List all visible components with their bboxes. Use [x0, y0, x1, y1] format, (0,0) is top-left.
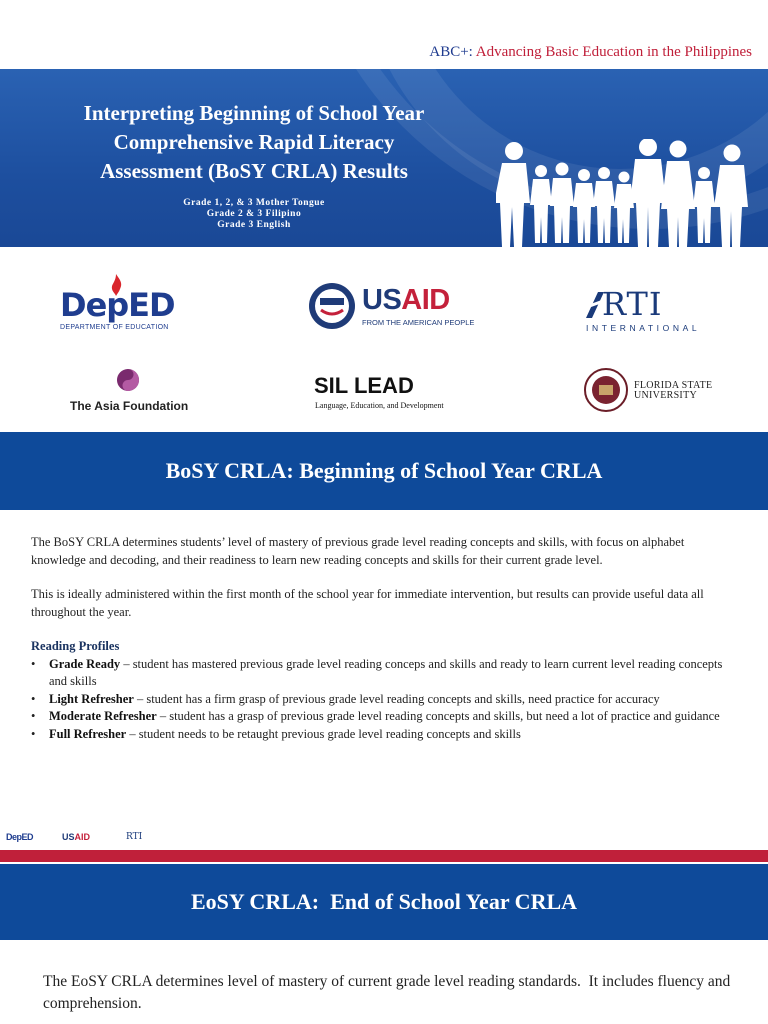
fsu-line: UNIVERSITY: [634, 390, 697, 401]
subtitle-line: Grade 1, 2, & 3 Mother Tongue: [183, 198, 325, 208]
footer-logo-strip: [0, 826, 768, 850]
title-line: Assessment (BoSY CRLA) Results: [100, 159, 408, 183]
usaid-wordmark-aid: AID: [401, 284, 450, 316]
title-line: Comprehensive Rapid Literacy: [113, 130, 395, 154]
fsu-wordmark: [634, 381, 712, 401]
usaid-subtext: FROM THE AMERICAN PEOPLE: [362, 318, 475, 327]
asia-foundation-logo: [70, 368, 190, 414]
bosy-administration-note: This is ideally administered within the first month of the school year for immediate intervention, but results can provide useful data all throughout the year.: [31, 587, 704, 619]
deped-wordmark: DepED: [60, 286, 175, 324]
reading-profiles-list: [31, 656, 741, 744]
eosy-section-heading: EoSY CRLA: End of School Year CRLA: [0, 864, 768, 940]
bosy-description: The BoSY CRLA determines students’ level of mastery of previous grade level reading concepts and skills, with focus on alphabet knowledge and decoding, and their readiness to learn new reading concepts and skills for their current grade level.: [31, 535, 685, 567]
profile-term: Moderate Refresher: [49, 709, 157, 723]
sil-lead-wordmark: SIL LEAD: [314, 373, 414, 398]
list-item: [31, 691, 741, 709]
profile-term: Grade Ready: [49, 656, 121, 671]
tagline-text: Advancing Basic Education in the Philippines: [472, 44, 752, 60]
header-tagline: [429, 44, 752, 61]
fsu-line: FLORIDA STATE: [634, 380, 713, 391]
asia-foundation-wordmark: The Asia Foundation: [70, 399, 189, 413]
document-title: [40, 99, 468, 186]
bosy-section-body: [31, 534, 741, 743]
title-banner: [0, 69, 768, 247]
footer-usaid-logo: [62, 832, 90, 842]
rti-logo: [584, 285, 701, 335]
rti-subtext: INTERNATIONAL: [586, 323, 701, 333]
usaid-logo: [308, 280, 480, 334]
profile-description: – student has a firm grasp of previous grade level reading concepts and skills, need practice for accuracy: [133, 691, 660, 706]
document-subtitle: [40, 198, 468, 231]
deped-logo: [60, 274, 178, 334]
profile-description: – student has mastered previous grade level reading conceps and skills and ready to learn current level reading concepts and skills: [49, 656, 723, 688]
reading-profiles-heading: Reading Profiles: [31, 639, 120, 653]
fsu-logo: [584, 368, 724, 414]
subtitle-line: Grade 3 English: [217, 220, 291, 230]
usaid-wordmark: [362, 284, 450, 317]
list-item: [31, 726, 741, 744]
eosy-description: The EoSY CRLA determines level of mastery of current grade level reading standards. It includes fluency and comprehension.: [43, 973, 735, 1012]
deped-subtext: DEPARTMENT OF EDUCATION: [60, 324, 169, 331]
list-item: [31, 656, 741, 691]
footer-usaid-us: US: [62, 832, 75, 842]
profile-description: – student needs to be retaught previous grade level reading concepts and skills: [126, 726, 521, 741]
family-silhouette-icon: [496, 139, 758, 247]
footer-usaid-aid: AID: [74, 832, 91, 842]
fsu-seal-icon: [584, 368, 628, 412]
profile-term: Full Refresher: [49, 726, 127, 741]
section-divider: [0, 850, 768, 862]
footer-rti-logo: RTI: [126, 832, 143, 842]
asia-foundation-mark-icon: [116, 368, 140, 392]
usaid-wordmark-us: US: [362, 284, 402, 316]
rti-wordmark: RTI: [602, 285, 663, 323]
sil-lead-logo: [314, 375, 464, 413]
list-item: [31, 708, 741, 726]
sil-lead-subtext: Language, Education, and Development: [315, 401, 444, 410]
usaid-seal-icon: [308, 282, 356, 330]
bosy-section-heading: BoSY CRLA: Beginning of School Year CRLA: [0, 432, 768, 510]
tagline-prefix: ABC+:: [429, 44, 473, 60]
footer-deped-logo: DepED: [6, 832, 34, 842]
title-line: Interpreting Beginning of School Year: [83, 101, 425, 125]
profile-term: Light Refresher: [49, 691, 134, 706]
subtitle-line: Grade 2 & 3 Filipino: [206, 209, 302, 219]
profile-description: – student has a grasp of previous grade level reading concepts and skills, but need a lot of practice and guidance: [156, 709, 720, 723]
